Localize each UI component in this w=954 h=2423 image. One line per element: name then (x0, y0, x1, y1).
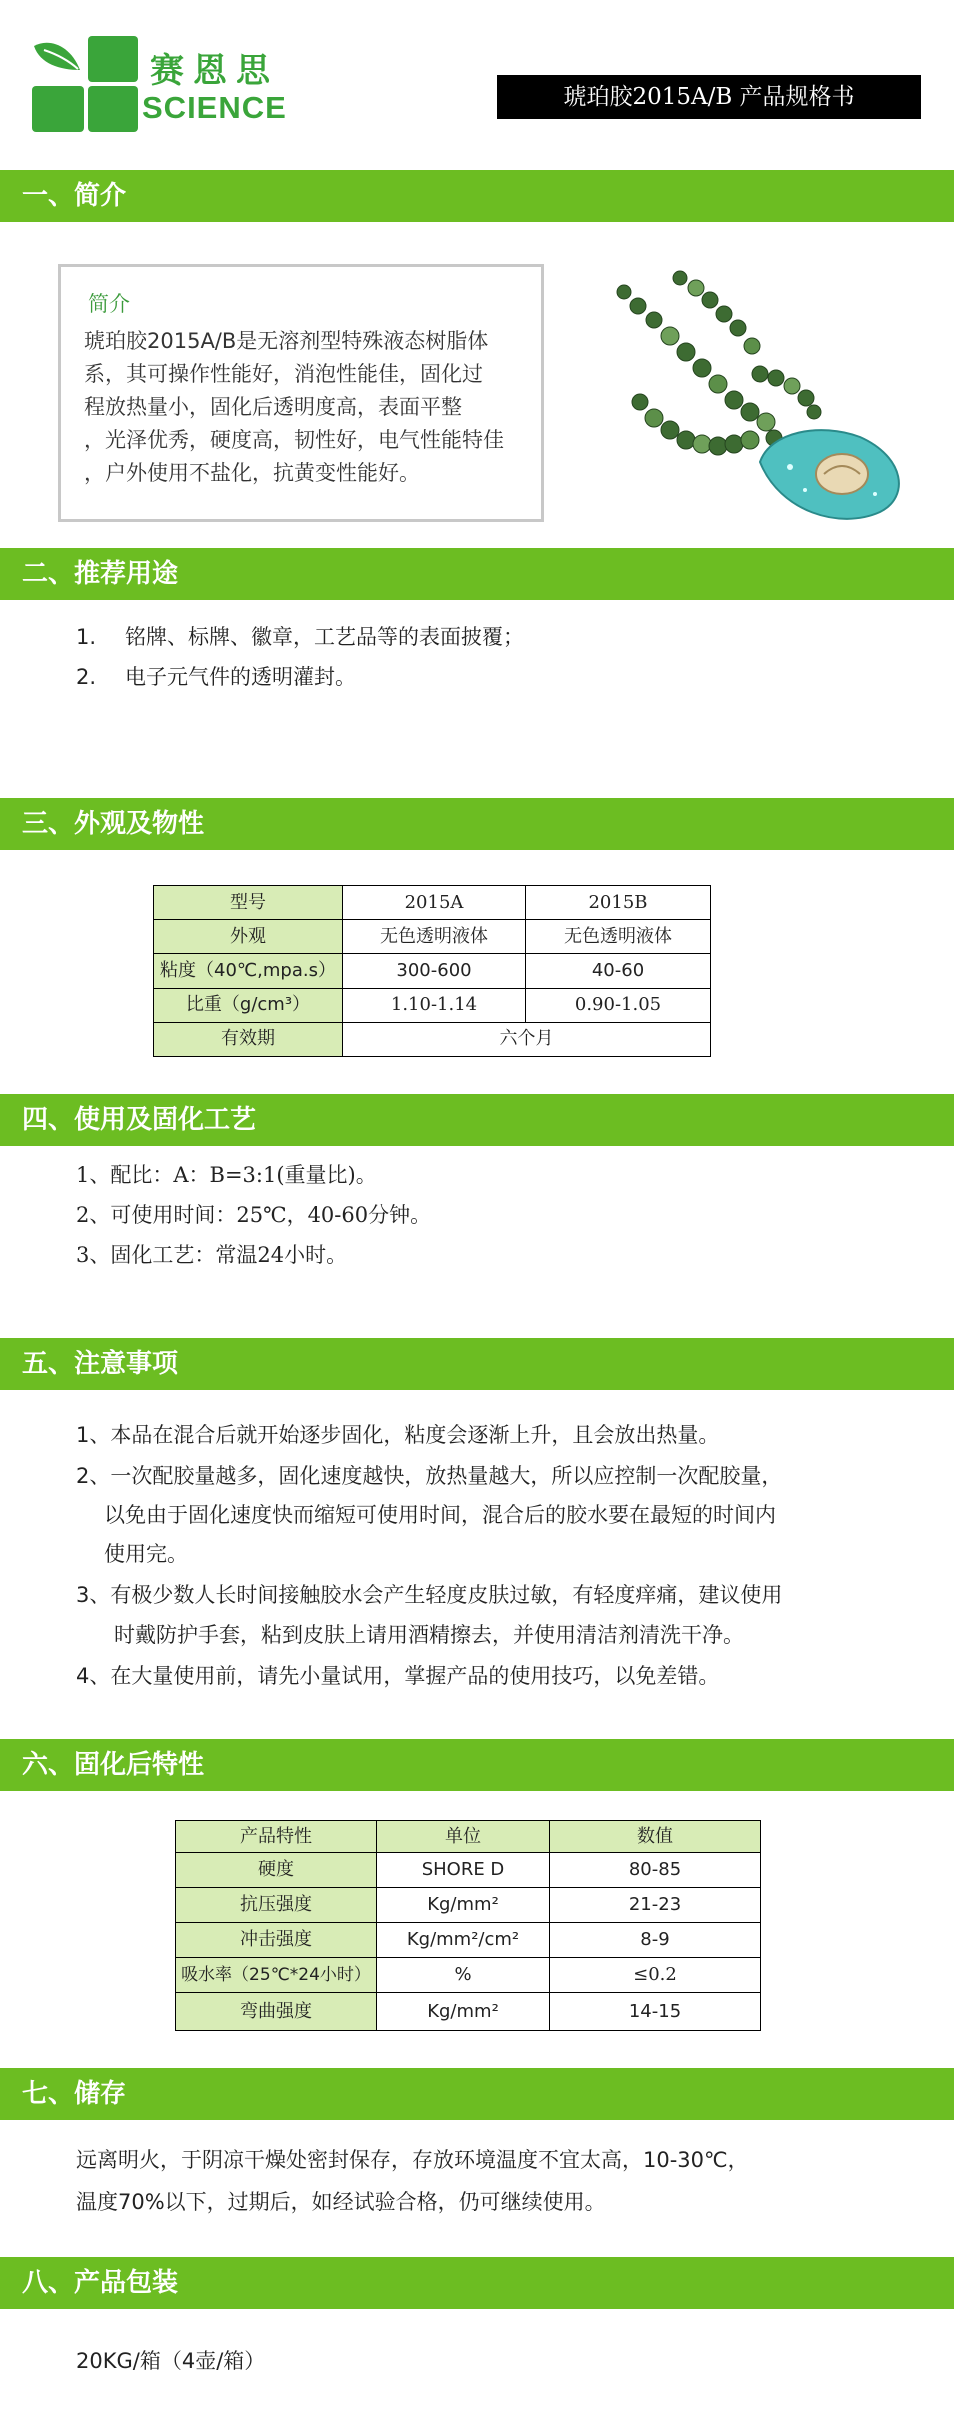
note-line: 以免由于固化速度快而缩短可使用时间，混合后的胶水要在最短的时间内 (104, 1503, 776, 1527)
process-item: 2、可使用时间：25℃，40-60分钟。 (76, 1203, 432, 1227)
table-cell: 吸水率（25℃*24小时） (176, 1958, 377, 1993)
intro-line: 程放热量小，固化后透明度高，表面平整 (84, 395, 462, 419)
section-bar-appearance (0, 798, 954, 850)
list-item: 电子元气件的透明灌封。 (125, 665, 356, 689)
table-cell: % (377, 1958, 550, 1993)
list-item-number: 1. (76, 625, 97, 649)
table-cell: 比重（g/cm³） (154, 988, 343, 1022)
section-bar-notes (0, 1338, 954, 1390)
section-bar-intro (0, 170, 954, 222)
process-item: 1、配比：A：B=3:1(重量比)。 (76, 1163, 377, 1187)
brand-name-en: SCIENCE (142, 90, 287, 125)
table-cell: 1.10-1.14 (343, 988, 526, 1022)
section-title: 一、简介 (22, 181, 127, 211)
section-bar-process (0, 1094, 954, 1146)
table-cell: 粘度（40℃,mpa.s） (154, 954, 343, 988)
table-cell: 0.90-1.05 (526, 988, 711, 1022)
properties-table (153, 885, 711, 1057)
storage-line: 远离明火，于阴凉干燥处密封保存，存放环境温度不宜太高，10-30℃， (76, 2148, 749, 2172)
table-cell: 弯曲强度 (176, 1993, 377, 2031)
intro-line: 琥珀胶2015A/B是无溶剂型特殊液态树脂体 (84, 329, 489, 353)
note-line: 使用完。 (104, 1542, 188, 1566)
table-cell: 8-9 (550, 1923, 761, 1958)
section-bar-storage (0, 2068, 954, 2120)
table-cell: 80-85 (550, 1853, 761, 1888)
note-line: 3、有极少数人长时间接触胶水会产生轻度皮肤过敏，有轻度痒痛，建议使用 (76, 1583, 783, 1607)
intro-text (84, 325, 534, 490)
table-cell: SHORE D (377, 1853, 550, 1888)
section-title: 八、产品包装 (22, 2268, 179, 2298)
section-bar-usage (0, 548, 954, 600)
section-title: 四、使用及固化工艺 (22, 1105, 257, 1135)
list-item: 铭牌、标牌、徽章，工艺品等的表面披覆； (125, 625, 524, 649)
section-bar-packaging (0, 2257, 954, 2309)
intro-box-heading: 简介 (88, 292, 130, 316)
section-title: 五、注意事项 (22, 1349, 179, 1379)
table-cell: 无色透明液体 (526, 920, 711, 954)
amber-pendant-necklace-photo (610, 262, 940, 522)
four-leaf-square-logo (30, 36, 142, 133)
table-cell: ≤0.2 (550, 1958, 761, 1993)
section-title: 六、固化后特性 (22, 1750, 205, 1780)
intro-line: ，光泽优秀，硬度高，韧性好，电气性能特佳 (84, 428, 504, 452)
table-header-cell: 数值 (550, 1821, 761, 1853)
section-bar-cured (0, 1739, 954, 1791)
note-line: 2、一次配胶量越多，固化速度越快，放热量越大，所以应控制一次配胶量， (76, 1464, 783, 1488)
intro-line: 系，其可操作性能好，消泡性能佳，固化过 (84, 362, 483, 386)
table-cell: 14-15 (550, 1993, 761, 2031)
packaging-text: 20KG/箱（4壶/箱） (76, 2349, 266, 2373)
table-cell: Kg/mm²/cm² (377, 1923, 550, 1958)
table-header-cell: 产品特性 (176, 1821, 377, 1853)
table-cell: 硬度 (176, 1853, 377, 1888)
table-cell: 40-60 (526, 954, 711, 988)
table-cell: 无色透明液体 (343, 920, 526, 954)
note-line: 时戴防护手套，粘到皮肤上请用酒精擦去，并使用清洁剂清洗干净。 (114, 1623, 744, 1647)
table-cell: 21-23 (550, 1888, 761, 1923)
table-header-cell: 2015A (343, 886, 526, 920)
table-header-cell: 2015B (526, 886, 711, 920)
table-cell: 有效期 (154, 1022, 343, 1056)
table-cell: 300-600 (343, 954, 526, 988)
storage-line: 温度70%以下，过期后，如经试验合格，仍可继续使用。 (76, 2190, 606, 2214)
list-item-number: 2. (76, 665, 97, 689)
document-title: 琥珀胶2015A/B 产品规格书 (497, 75, 921, 119)
table-cell: 外观 (154, 920, 343, 954)
cured-properties-table (175, 1820, 761, 2031)
note-line: 1、本品在混合后就开始逐步固化，粘度会逐渐上升，且会放出热量。 (76, 1423, 720, 1447)
intro-line: ，户外使用不盐化，抗黄变性能好。 (84, 461, 420, 485)
table-cell: 抗压强度 (176, 1888, 377, 1923)
process-item: 3、固化工艺：常温24小时。 (76, 1243, 348, 1267)
table-cell: Kg/mm² (377, 1993, 550, 2031)
table-cell: Kg/mm² (377, 1888, 550, 1923)
table-cell: 六个月 (343, 1022, 711, 1056)
table-header-cell: 型号 (154, 886, 343, 920)
brand-name-cn: 赛恩思 (150, 51, 279, 91)
note-line: 4、在大量使用前，请先小量试用，掌握产品的使用技巧，以免差错。 (76, 1664, 720, 1688)
section-title: 七、储存 (22, 2079, 127, 2109)
section-title: 二、推荐用途 (22, 559, 179, 589)
section-title: 三、外观及物性 (22, 809, 205, 839)
table-cell: 冲击强度 (176, 1923, 377, 1958)
table-header-cell: 单位 (377, 1821, 550, 1853)
